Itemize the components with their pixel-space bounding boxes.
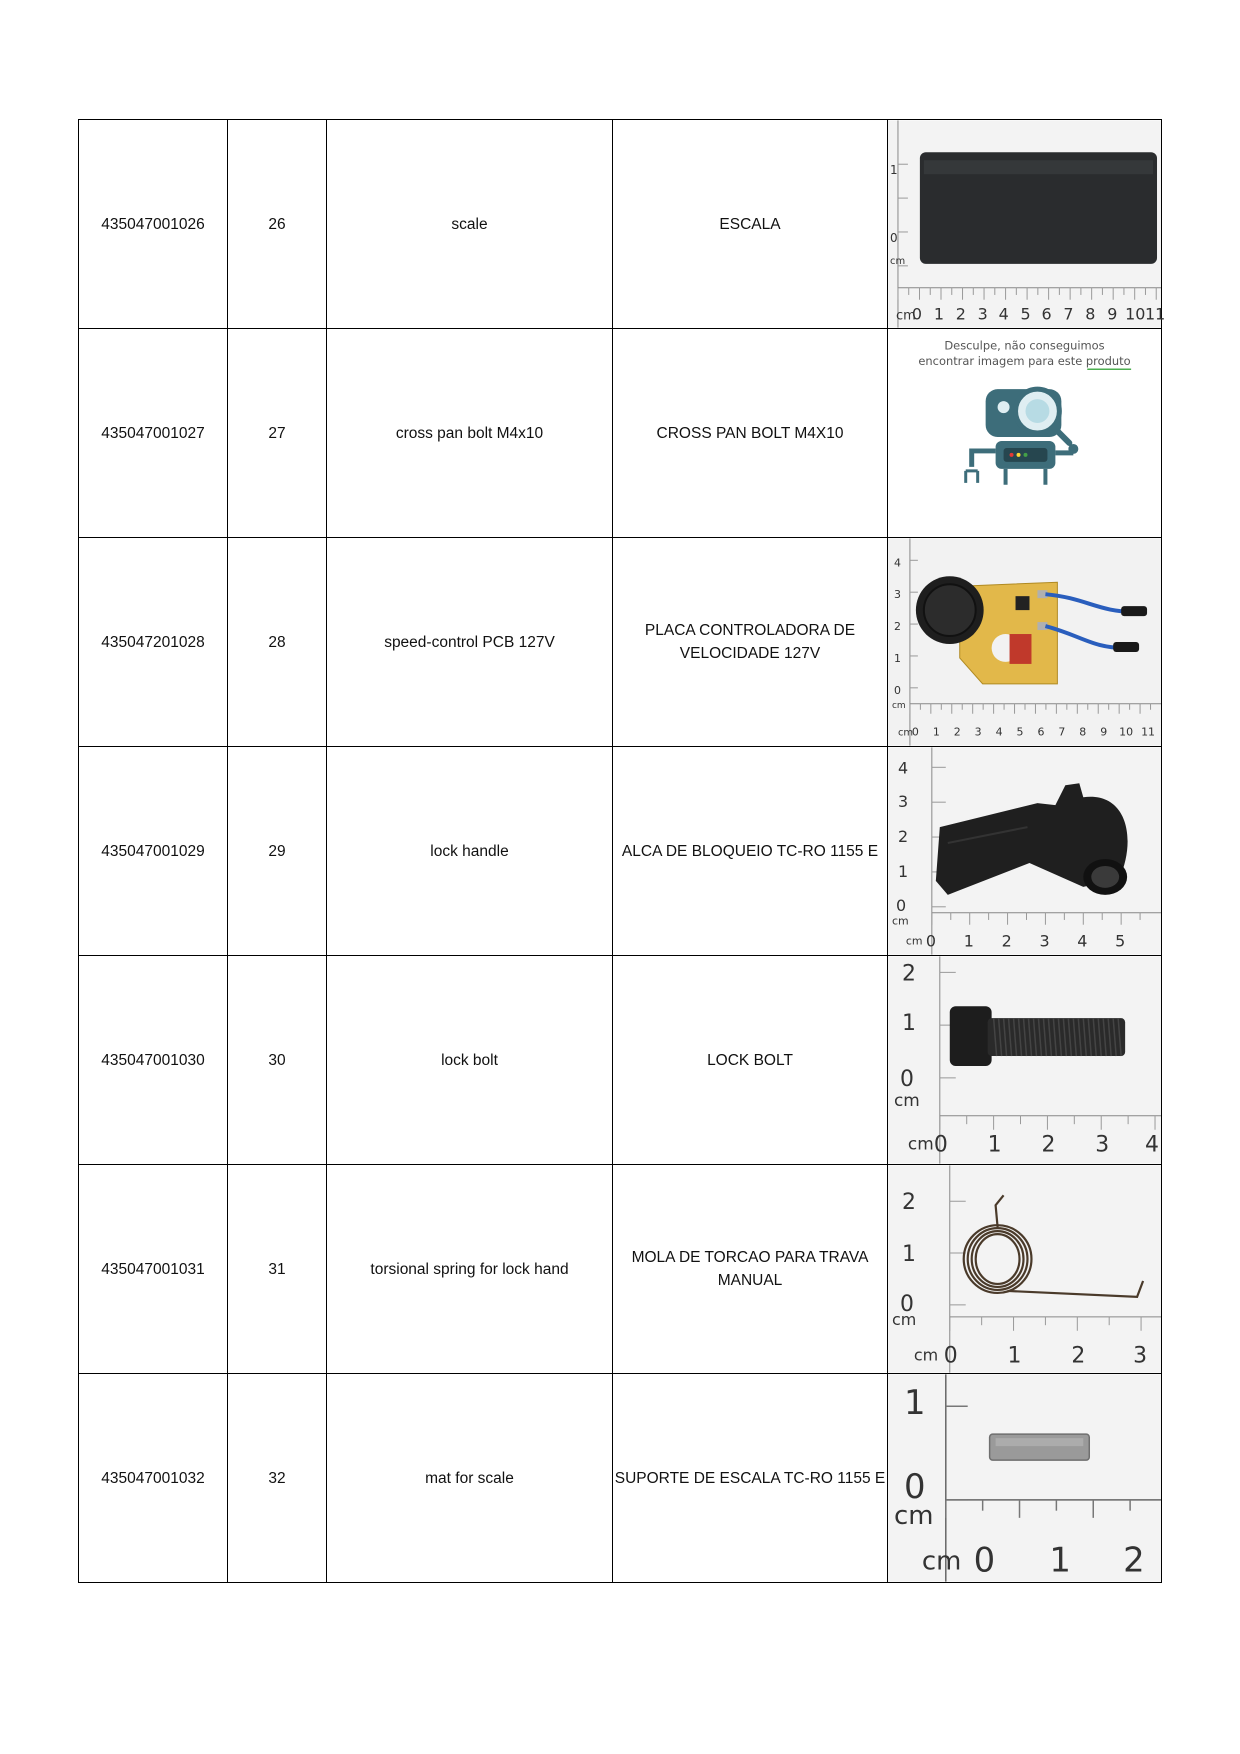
ruler-label: 1 [932, 725, 940, 739]
ruler-label: 5 [1020, 304, 1031, 324]
ruler-label: 2 [901, 961, 916, 987]
description-en: speed-control PCB 127V [327, 538, 613, 747]
ruler-label: cm [891, 700, 906, 711]
ruler-label: 4 [1145, 1132, 1159, 1158]
robot-icon [966, 389, 1079, 485]
ruler-label: 1 [897, 861, 909, 881]
ruler-label: 6 [1037, 725, 1045, 739]
ruler-label: 2 [897, 827, 909, 847]
part-image [888, 956, 1162, 1165]
ruler-label: 0 [903, 1466, 926, 1506]
ruler-label: 3 [1039, 931, 1050, 951]
pcb-photo [888, 538, 1161, 746]
part-code: 435047201028 [79, 538, 228, 747]
ruler-label: cm [893, 1089, 920, 1110]
ruler-label: 9 [1100, 725, 1108, 739]
ruler-label: 1 [889, 163, 898, 178]
ruler-label: 2 [1041, 1132, 1056, 1158]
description-en: mat for scale [327, 1374, 613, 1583]
ruler-label: 2 [1123, 1540, 1145, 1580]
ruler-label: cm [905, 934, 923, 948]
ruler-label: 1 [933, 304, 944, 324]
description-pt: ESCALA [613, 120, 888, 329]
ruler-label: 4 [1077, 931, 1088, 951]
ruler-label: 11 [1145, 304, 1166, 324]
part-image [888, 538, 1162, 747]
table-row [79, 747, 1162, 956]
ruler-label: 1 [987, 1132, 1002, 1158]
table-row [79, 329, 1162, 538]
table-row [79, 956, 1162, 1165]
table-row [79, 120, 1162, 329]
ruler-label: 1 [901, 1011, 916, 1037]
part-code: 435047001030 [79, 956, 228, 1165]
ruler-label: 5 [1115, 931, 1126, 951]
ruler-label: 0 [933, 1132, 948, 1158]
part-code: 435047001032 [79, 1374, 228, 1583]
ruler-label: 0 [899, 1066, 914, 1092]
table-row [79, 1165, 1162, 1374]
ruler-label: 6 [1041, 304, 1052, 324]
description-en: cross pan bolt M4x10 [327, 329, 613, 538]
description-en: lock handle [327, 747, 613, 956]
position-number: 29 [228, 747, 327, 956]
ruler-label: 10 [1125, 304, 1146, 324]
table-row [79, 1374, 1162, 1583]
part-image [888, 1374, 1162, 1583]
no-image-robot [888, 329, 1161, 537]
ruler-label: 4 [893, 556, 901, 570]
ruler-label: cm [897, 727, 914, 739]
parts-table [78, 119, 1166, 1583]
ruler-label: 2 [953, 725, 961, 739]
part-image [888, 747, 1162, 956]
ruler-label: 3 [1095, 1132, 1110, 1158]
ruler-label: 3 [897, 792, 909, 812]
position-number: 30 [228, 956, 327, 1165]
ruler-label: 1 [1049, 1540, 1071, 1580]
ruler-label: 3 [1133, 1343, 1148, 1369]
ruler-label: 1 [901, 1242, 916, 1268]
description-pt: PLACA CONTROLADORA DE VELOCIDADE 127V [613, 538, 888, 747]
ruler-label: cm [921, 1546, 962, 1577]
position-number: 31 [228, 1165, 327, 1374]
scale-mat-photo [888, 1374, 1161, 1582]
part-code: 435047001029 [79, 747, 228, 956]
part-code: 435047001026 [79, 120, 228, 329]
description-pt: LOCK BOLT [613, 956, 888, 1165]
description-pt: SUPORTE DE ESCALA TC-RO 1155 E [613, 1374, 888, 1583]
rubber-tube-scale-photo [888, 120, 1166, 328]
part-code: 435047001027 [79, 329, 228, 538]
ruler-label: 7 [1058, 725, 1066, 739]
position-number: 26 [228, 120, 327, 329]
part-image [888, 120, 1166, 329]
ruler-label: cm [889, 255, 906, 267]
ruler-label: 2 [901, 1190, 916, 1216]
ruler-label: 0 [943, 1343, 958, 1369]
ruler-label: 0 [899, 1291, 914, 1317]
ruler-label: 0 [911, 725, 919, 739]
lock-bolt-photo [888, 956, 1161, 1164]
position-number: 28 [228, 538, 327, 747]
no-image-text: Desculpe, não conseguimos [944, 338, 1105, 353]
ruler-label: 1 [963, 931, 974, 951]
ruler-label: 8 [1085, 304, 1096, 324]
ruler-label: 0 [893, 683, 901, 697]
ruler-label: 0 [895, 895, 907, 915]
table-row [79, 538, 1162, 747]
description-en: lock bolt [327, 956, 613, 1165]
part-image [888, 1165, 1162, 1374]
description-pt: CROSS PAN BOLT M4X10 [613, 329, 888, 538]
no-image-text: encontrar imagem para este produto [918, 354, 1131, 369]
ruler-label: 2 [955, 304, 966, 324]
lock-handle-photo [888, 747, 1161, 955]
ruler-label: 4 [995, 725, 1003, 739]
ruler-label: 2 [1071, 1343, 1086, 1369]
ruler-label: cm [893, 1500, 934, 1531]
ruler-label: cm [895, 308, 916, 324]
description-en: scale [327, 120, 613, 329]
ruler-label: 4 [897, 758, 909, 778]
description-pt: ALCA DE BLOQUEIO TC-RO 1155 E [613, 747, 888, 956]
ruler-label: cm [913, 1345, 939, 1365]
ruler-label: 0 [925, 931, 937, 951]
description-pt: MOLA DE TORCAO PARA TRAVA MANUAL [613, 1165, 888, 1374]
ruler-label: 1 [893, 651, 901, 665]
position-number: 32 [228, 1374, 327, 1583]
ruler-label: 0 [889, 230, 898, 245]
torsion-spring-photo [888, 1165, 1161, 1373]
ruler-label: 10 [1119, 725, 1134, 739]
ruler-label: cm [907, 1133, 934, 1154]
ruler-label: cm [891, 914, 909, 928]
ruler-label: 9 [1107, 304, 1118, 324]
ruler-label: 1 [903, 1383, 926, 1423]
ruler-label: 4 [998, 304, 1009, 324]
ruler-label: 3 [893, 588, 901, 602]
description-en: torsional spring for lock hand [327, 1165, 613, 1374]
ruler-label: 11 [1141, 725, 1155, 739]
ruler-label: 2 [893, 620, 901, 634]
ruler-label: 2 [1001, 931, 1012, 951]
ruler-label: 8 [1079, 725, 1087, 739]
ruler-label: 5 [1016, 725, 1024, 739]
ruler-label: 7 [1063, 304, 1074, 324]
ruler-label: cm [891, 1309, 917, 1329]
ruler-label: 0 [973, 1540, 996, 1580]
ruler-label: 3 [974, 725, 982, 739]
part-code: 435047001031 [79, 1165, 228, 1374]
ruler-label: 1 [1007, 1343, 1022, 1369]
ruler-label: 3 [977, 304, 988, 324]
part-image [888, 329, 1162, 538]
ruler-label: 0 [911, 304, 923, 324]
position-number: 27 [228, 329, 327, 538]
